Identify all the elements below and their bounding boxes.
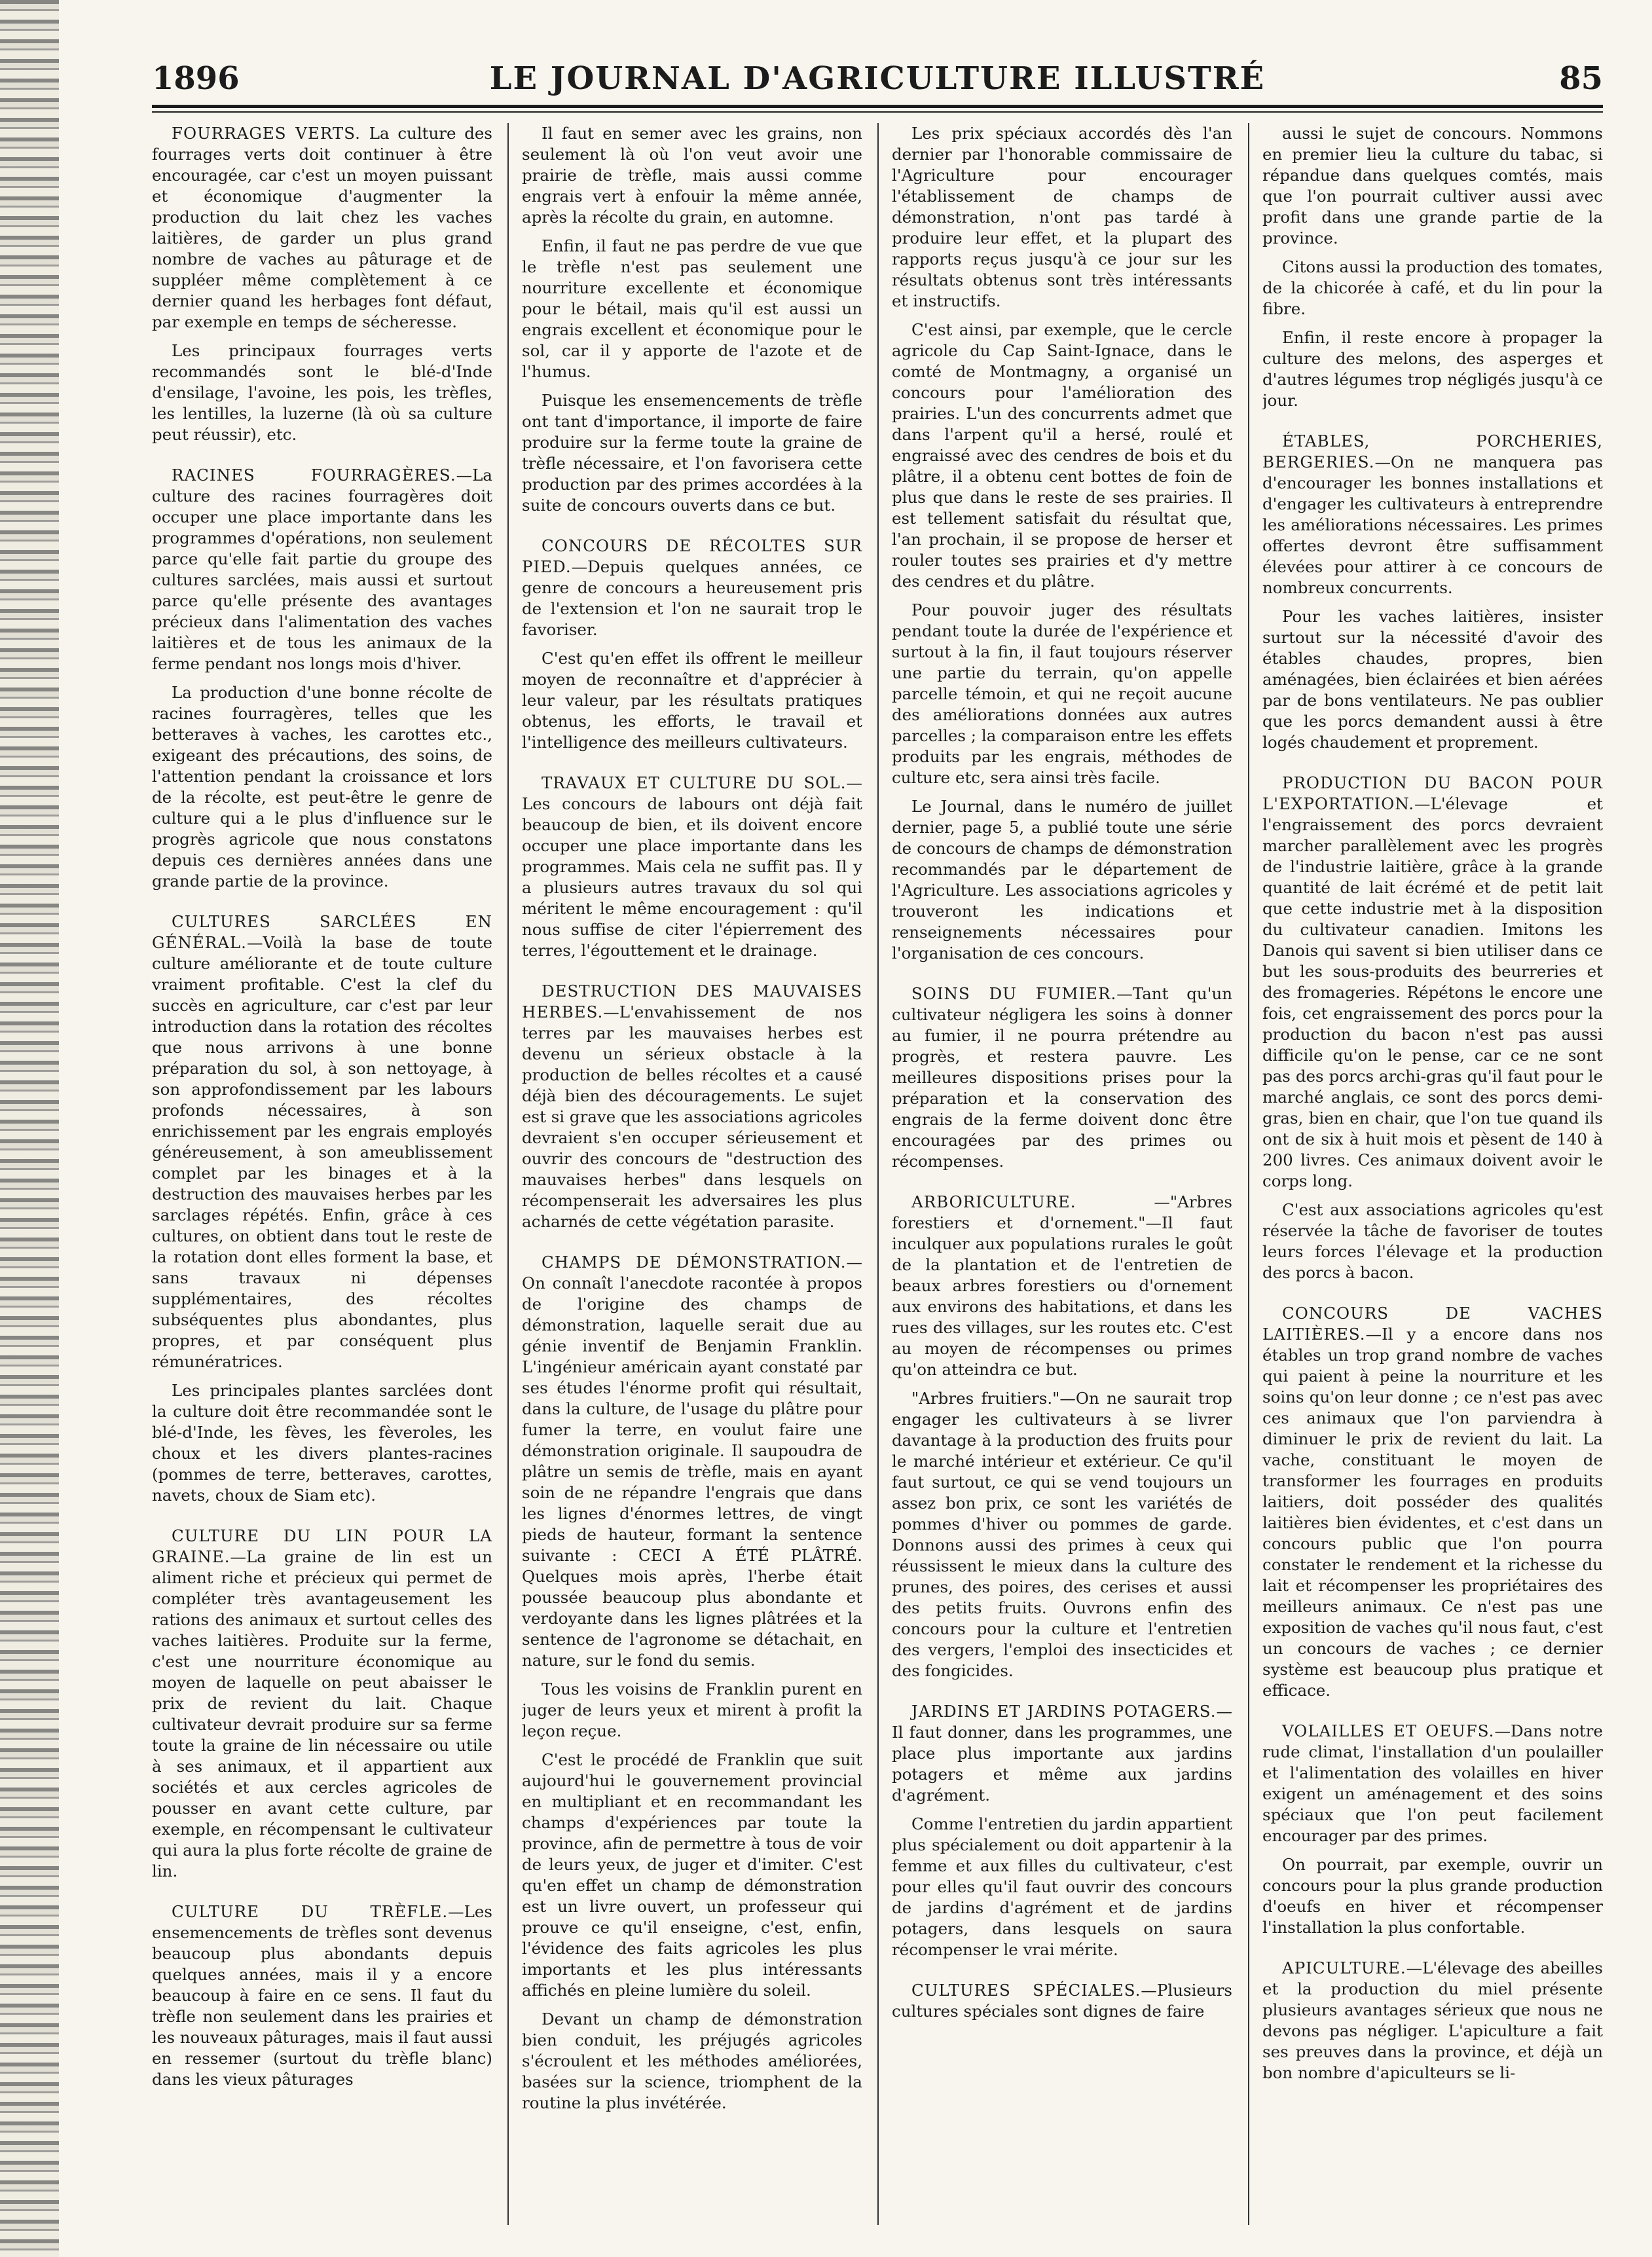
- section-paragraph: [1262, 773, 1603, 1192]
- paragraph-text: —Les concours de labours ont déjà fait beaucoup de bien, et ils doivent encore occuper une place importante dans les programmes. Mais cela ne suffit pas. Il y a plusieurs autres travaux du sol qui méritent le même encouragement : qu'il nous suffise de citer l'épierrement des terres, l'égouttement et le drainage.: [522, 773, 862, 960]
- paragraph-text: Les principaux fourrages verts recommandés sont le blé-d'Inde d'ensilage, l'avoine, les pois, les trèfles, les lentilles, la luzerne (là où sa culture peut réussir), etc.: [152, 341, 492, 444]
- paragraph-text: C'est ainsi, par exemple, que le cercle agricole du Cap Saint-Ignace, dans le comté de Montmagny, a organisé un concours pour l'amélioration des prairies. L'un des concurrents admet que dans l'arpent qu'il a hersé, roulé et engraissé avec des cendres de bois et du plâtre, il a obtenu cent bottes de foin de plus que dans le reste de ses prairies. Il est tellement satisfait du résultat que, l'an prochain, il se propose de herser et rouler toutes ses prairies et d'y mettre des cendres et du plâtre.: [892, 320, 1232, 591]
- section-paragraph: [1262, 1303, 1603, 1701]
- section-paragraph: [152, 1901, 492, 2090]
- paragraph-text: On pourrait, par exemple, ouvrir un concours pour la plus grande production d'oeufs en hiver et récompenser l'installation la plus confortable.: [1262, 1855, 1603, 1937]
- paragraph-text: —"Arbres forestiers et d'ornement."—Il faut inculquer aux populations rurales le goût de la plantation et de l'entretien de beaux arbres forestiers ou d'ornement aux environs des habitations, et dans les rues des villages, sur les routes etc. C'est au moyen de récompenses ou primes qu'on atteindra ce but.: [892, 1192, 1232, 1379]
- paragraph: [522, 648, 862, 753]
- paragraph-text: —Il faut donner, dans les programmes, une place plus importante aux jardins potagers et même aux jardins d'agrément.: [892, 1702, 1232, 1805]
- paragraph-text: —Voilà la base de toute culture améliorante et de toute culture vraiment profitable. C'est la clef du succès en agriculture, car c'est par leur introduction dans la rotation des récoltes que nous arrivons à une bonne préparation du sol, à son nettoyage, à son approfondissement par les labours profonds nécessaires, à son enrichissement par les engrais employés généreusement, à son ameublissement complet par les binages et à la destruction des mauvaises herbes par les sarclages répétés. Enfin, grâce à ces cultures, on obtient dans tout le reste de la rotation dont elles forment la base, et sans travaux ni dépenses supplémentaires, des récoltes subséquentes plus abondantes, plus propres, et par conséquent plus rémunératrices.: [152, 933, 492, 1371]
- paragraph-text: aussi le sujet de concours. Nommons en premier lieu la culture du tabac, si répandue dans quelques comtés, mais que l'on pourrait cultiver aussi avec profit dans une grande partie de la province.: [1262, 124, 1603, 248]
- paragraph-text: La production d'une bonne récolte de racines fourragères, telles que les betteraves à vaches, les carottes etc., exigeant des précautions, des soins, de l'attention pendant la croissance et lors de la récolte, est peut-être le genre de culture qui a le plus d'influence sur le progrès agricole que nous constatons depuis ces dernières années dans une grande partie de la province.: [152, 683, 492, 890]
- paragraph-text: —Depuis quelques années, ce genre de concours a heureusement pris de l'extension et l'on ne saurait trop le favoriser.: [522, 557, 862, 639]
- section-paragraph: [892, 1980, 1232, 2022]
- paragraph: [892, 1814, 1232, 1960]
- section-heading: CONCOURS DE RÉCOLTES SUR PIED.: [522, 536, 862, 576]
- paragraph: [1262, 606, 1603, 753]
- section-heading: APICULTURE.: [1282, 1958, 1406, 1977]
- section-heading: CULTURE DU LIN POUR LA GRAINE.: [152, 1526, 492, 1566]
- paragraph: [522, 1679, 862, 1742]
- paragraph-text: —La culture des racines fourragères doit occuper une place importante dans les programmes d'opérations, non seulement parce qu'elle fait partie du groupe des cultures sarclées, mais aussi et surtout parce qu'elle présente des avantages précieux dans l'alimentation des vaches laitières et de tous les animaux de la ferme pendant nos longs mois d'hiver.: [152, 466, 492, 673]
- section-heading: PRODUCTION DU BACON POUR L'EXPORTATION.: [1262, 773, 1603, 813]
- page-binding-edge: [0, 0, 59, 2257]
- paragraph-text: C'est le procédé de Franklin que suit aujourd'hui le gouvernement provincial en multipliant et en recommandant les champs d'expériences par toute la province, afin de permettre à tous de voir de leurs yeux, de juger et d'imiter. C'est qu'en effet un champ de démonstration est un livre ouvert, un professeur qui prouve ce qu'il enseigne, c'est, enfin, l'évidence des faits agricoles les plus importants et les plus intéressants affichés en pleine lumière du soleil.: [522, 1750, 862, 2000]
- paragraph: [522, 2009, 862, 2114]
- paragraph-text: Comme l'entretien du jardin appartient plus spécialement ou doit appartenir à la femme et aux filles du cultivateur, c'est pour elles qu'il faut ouvrir des concours de jardins d'agrément et de jardins potagers, dans lesquels on saura récompenser le vrai mérite.: [892, 1814, 1232, 1959]
- paragraph-text: —On ne manquera pas d'encourager les bonnes installations et d'engager les cultivateurs à entreprendre les améliorations nécessaires. Les primes offertes devront être suffisamment élevées pour attirer à ce concours de nombreux concurrents.: [1262, 452, 1603, 597]
- article-columns: [152, 123, 1603, 2225]
- section-paragraph: [152, 1526, 492, 1882]
- paragraph-text: Enfin, il reste encore à propager la culture des melons, des asperges et d'autres légumes trop négligés jusqu'à ce jour.: [1262, 328, 1603, 410]
- paragraph: [522, 1750, 862, 2001]
- paragraph-text: C'est aux associations agricoles qu'est réservée la tâche de favoriser de toutes leurs forces l'élevage et la production des porcs à bacon.: [1262, 1200, 1603, 1282]
- paragraph: [522, 236, 862, 382]
- paragraph: [152, 1380, 492, 1506]
- paragraph: [892, 796, 1232, 964]
- paragraph: [892, 320, 1232, 592]
- paragraph-text: Devant un champ de démonstration bien conduit, les préjugés agricoles s'écroulent et les méthodes améliorées, basées sur la science, triomphent de la routine la plus invétérée.: [522, 2009, 862, 2112]
- section-heading: CULTURE DU TRÈFLE.: [172, 1902, 449, 1921]
- section-heading: CULTURES SARCLÉES EN GÉNÉRAL.: [152, 912, 492, 952]
- paragraph-text: Pour les vaches laitières, insister surtout sur la nécessité d'avoir des étables chaudes, propres, bien aménagées, bien éclairées et bien aérées par de bons ventilateurs. Ne pas oublier que les porcs demandent aussi à être logés chaudement et proprement.: [1262, 607, 1603, 752]
- section-paragraph: [892, 983, 1232, 1172]
- paragraph-text: —Tant qu'un cultivateur négligera les soins à donner au fumier, il ne pourra prétendre au progrès, et restera pauvre. Les meilleures dispositions prises pour la préparation et la conservation des engrais de la ferme doivent donc être encouragées par des primes ou récompenses.: [892, 984, 1232, 1171]
- paragraph-text: "Arbres fruitiers."—On ne saurait trop engager les cultivateurs à se livrer davantage à la production des fruits pour le marché intérieur et extérieur. Ce qu'il faut surtout, ce qui se vend toujours un assez bon prix, ce sont les variétés de pommes d'hiver ou pommes de garde. Donnons aussi des primes à ceux qui réussissent le mieux dans la culture des prunes, des poires, des cerises et aussi des petits fruits. Ouvrons enfin des concours pour la culture et l'entretien des vergers, l'emploi des insecticides et des fongicides.: [892, 1389, 1232, 1680]
- section-paragraph: [152, 123, 492, 333]
- paragraph-text: —On connaît l'anecdote racontée à propos de l'origine des champs de démonstration, laquelle serait due au génie inventif de Benjamin Franklin. L'ingénieur américain ayant constaté par ses études l'énorme profit qui résultait, dans la culture, de l'usage du plâtre pour fumer la terre, en voulut faire une démonstration originale. Il saupoudra de plâtre un semis de trèfle, mais en ayant soin de ne répandre l'engrais que dans les lignes d'énormes lettres, de vingt pieds de hauteur, formant la sentence suivante : CECI A ÉTÉ PLÂTRÉ. Quelques mois après, l'herbe était poussée beaucoup plus abondante et verdoyante dans les lignes plâtrées et la sentence de l'agronome se détachait, en nature, sur le fond du semis.: [522, 1253, 862, 1670]
- section-heading: VOLAILLES ET OEUFS.: [1282, 1721, 1495, 1740]
- paragraph-text: —L'envahissement de nos terres par les mauvaises herbes est devenu un sérieux obstacle à la production de belles récoltes et a causé déjà bien des découragements. Le sujet est si grave que les associations agricoles devraient s'en occuper sérieusement et ouvrir des concours de "destruction des mauvaises herbes" dans lesquels on récompenserait les adversaires les plus acharnés de cette végétation parasite.: [522, 1002, 862, 1231]
- column-1: [152, 123, 492, 2225]
- section-heading: TRAVAUX ET CULTURE DU SOL.: [541, 773, 847, 792]
- section-paragraph: [892, 1192, 1232, 1380]
- paragraph-text: Les principales plantes sarclées dont la culture doit être recommandée sont le blé-d'Inde, les fèves, les fèveroles, les choux et les divers plantes-racines (pommes de terre, betteraves, carottes, navets, choux de Siam etc).: [152, 1381, 492, 1505]
- section-paragraph: [1262, 431, 1603, 598]
- section-heading: CULTURES SPÉCIALES.: [911, 1981, 1141, 2000]
- paragraph-text: Les prix spéciaux accordés dès l'an dernier par l'honorable commissaire de l'Agriculture pour encourager l'établissement de champs de démonstration, n'ont pas tardé à produire leur effet, et la plupart des rapports reçus jusqu'à ce jour sur les résultats obtenus sont très intéressants et instructifs.: [892, 124, 1232, 310]
- paragraph: [892, 123, 1232, 312]
- section-paragraph: [522, 981, 862, 1232]
- section-heading: FOURRAGES VERTS.: [172, 124, 361, 143]
- paragraph-text: —Les ensemencements de trèfles sont devenus beaucoup plus abondants depuis quelques années, mais il y a encore beaucoup à faire en ce sens. Il faut du trèfle non seulement dans les prairies et les nouveaux pâturages, mais il faut aussi en ressemer (surtout du trèfle blanc) dans les vieux pâturages: [152, 1902, 492, 2089]
- paragraph: [892, 600, 1232, 788]
- section-heading: ARBORICULTURE.: [911, 1192, 1076, 1211]
- page-number: 85: [1559, 60, 1603, 97]
- paragraph: [1262, 257, 1603, 320]
- paragraph-text: —La graine de lin est un aliment riche et précieux qui permet de compléter très avantageusement les rations des animaux et surtout celles des vaches laitières. Produite sur la ferme, c'est une nourriture économique au moyen de laquelle on peut abaisser le prix de revient du lait. Chaque cultivateur devrait produire sur sa ferme toute la graine de lin nécessaire ou utile à ses animaux, et il appartient aux sociétés et aux cercles agricoles de pousser en avant cette culture, par exemple, en récompensant le cultivateur qui aura la plus forte récolte de graine de lin.: [152, 1547, 492, 1881]
- section-paragraph: [152, 911, 492, 1372]
- section-heading: JARDINS ET JARDINS POTAGERS.: [911, 1702, 1217, 1721]
- section-paragraph: [1262, 1958, 1603, 2083]
- column-2: [522, 123, 862, 2225]
- section-paragraph: [892, 1701, 1232, 1806]
- paragraph-text: —L'élevage et l'engraissement des porcs devraient marcher parallèlement avec les progrès de l'industrie laitière, grâce à la grande quantité de lait écrémé et de petit lait que cette industrie met à la disposition du cultivateur canadien. Imitons les Danois qui savent si bien utiliser dans ce but les sous-produits des beurreries et des fromageries. Répétons le encore une fois, cet engraissement des porcs pour la production du bacon n'est pas aussi difficile qu'on le pense, car ce ne sont pas des porcs archi-gras qu'il faut pour le marché anglais, ce sont des porcs demi-gras, bien en chair, que l'on tue quand ils ont de six à huit mois et pèsent de 140 à 200 livres. Ces animaux doivent avoir le corps long.: [1262, 794, 1603, 1190]
- paragraph: [1262, 1200, 1603, 1283]
- paragraph-text: Il faut en semer avec les grains, non seulement là où l'on veut avoir une prairie de trèfle, mais aussi comme engrais vert à enfouir la même année, après la récolte du grain, en automne.: [522, 124, 862, 227]
- paragraph: [522, 123, 862, 228]
- section-heading: CHAMPS DE DÉMONSTRATION.: [541, 1253, 847, 1272]
- paragraph-text: —Plusieurs cultures spéciales sont dignes de faire: [892, 1981, 1232, 2021]
- paragraph-text: Puisque les ensemencements de trèfle ont tant d'importance, il importe de faire produire sur la ferme toute la graine de trèfle nécessaire, et l'on favorisera cette production par des primes accordées à la suite de concours ouverts dans ce but.: [522, 391, 862, 515]
- column-4: [1262, 123, 1603, 2225]
- paragraph: [892, 1388, 1232, 1681]
- paragraph-text: Enfin, il faut ne pas perdre de vue que le trèfle n'est pas seulement une nourriture excellente et économique pour le bétail, mais qu'il est aussi un engrais excellent et économique pour le sol, car il y apporte de l'azote et de l'humus.: [522, 236, 862, 381]
- section-heading: RACINES FOURRAGÈRES.: [172, 466, 456, 485]
- section-heading: ÉTABLES, PORCHERIES, BERGERIES.: [1262, 431, 1603, 471]
- paragraph-text: La culture des fourrages verts doit continuer à être encouragée, car c'est un moyen puissant et économique d'augmenter la production du lait chez les vaches laitières, de garder un plus grand nombre de vaches au pâturage et de suppléer même complètement à ce dernier quand les herbages font défaut, par exemple en temps de sécheresse.: [152, 124, 492, 331]
- paragraph-text: —Dans notre rude climat, l'installation d'un poulailler et l'alimentation des volailles en hiver exigent un aménagement et des soins spéciaux que l'on peut facilement encourager par des primes.: [1262, 1721, 1603, 1845]
- section-heading: DESTRUCTION DES MAUVAISES HERBES.: [522, 982, 862, 1021]
- paragraph: [1262, 1854, 1603, 1938]
- paragraph-text: Citons aussi la production des tomates, de la chicorée à café, et du lin pour la fibre.: [1262, 257, 1603, 318]
- page-header: [152, 51, 1603, 111]
- paragraph: [152, 340, 492, 445]
- paragraph-text: —L'élevage des abeilles et la production du miel présente plusieurs avantages sérieux que nous ne devons pas négliger. L'apiculture a fait ses preuves dans la province, et déjà un bon nombre d'apiculteurs se li-: [1262, 1958, 1603, 2082]
- paragraph: [152, 682, 492, 892]
- paragraph-text: Tous les voisins de Franklin purent en juger de leurs yeux et mirent à profit la leçon reçue.: [522, 1679, 862, 1740]
- section-heading: CONCOURS DE VACHES LAITIÈRES.: [1262, 1304, 1603, 1344]
- journal-title: LE JOURNAL D'AGRICULTURE ILLUSTRÉ: [489, 60, 1266, 97]
- paragraph-text: —Il y a encore dans nos étables un trop grand nombre de vaches qui paient à peine la nourriture et les soins qu'on leur donne ; ce n'est pas avec ces animaux que l'on parviendra à diminuer le prix de revient du lait. La vache, constituant le moyen de transformer les fourrages en produits laitiers, doit posséder des qualités laitières bien évidentes, et c'est dans un concours public que l'on pourra constater le rendement et la richesse du lait et récompenser les propriétaires des meilleurs animaux. Ce n'est pas une exposition de vaches qu'il nous faut, c'est un concours de vaches ; ce dernier système est beaucoup plus pratique et efficace.: [1262, 1325, 1603, 1700]
- section-paragraph: [522, 773, 862, 961]
- paragraph: [1262, 123, 1603, 249]
- paragraph-text: Le Journal, dans le numéro de juillet dernier, page 5, a publié toute une série de concours de champs de démonstration recommandés par le département de l'Agriculture. Les associations agricoles y trouveront les indications et renseignements nécessaires pour l'organisation de ces concours.: [892, 797, 1232, 963]
- header-rule-thick: [152, 105, 1603, 108]
- column-3: [892, 123, 1232, 2225]
- paragraph: [1262, 327, 1603, 411]
- paragraph-text: Pour pouvoir juger des résultats pendant toute la durée de l'expérience et surtout à la fin, il faut toujours réserver une partie du terrain, qu'on appelle parcelle témoin, et qui ne reçoit aucune des améliorations données aux autres parcelles ; la comparaison entre les effets produits par les engrais, méthodes de culture etc, sera ainsi très facile.: [892, 600, 1232, 787]
- section-paragraph: [152, 465, 492, 674]
- page-year: 1896: [152, 60, 240, 97]
- paragraph-text: C'est qu'en effet ils offrent le meilleur moyen de reconnaître et d'apprécier à leur valeur, par les résultats pratiques obtenus, les efforts, le travail et l'intelligence des meilleurs cultivateurs.: [522, 649, 862, 752]
- section-paragraph: [522, 536, 862, 640]
- section-paragraph: [522, 1252, 862, 1671]
- paragraph: [522, 390, 862, 516]
- section-heading: SOINS DU FUMIER.: [911, 984, 1117, 1003]
- header-rule-thin: [152, 111, 1603, 113]
- section-paragraph: [1262, 1721, 1603, 1846]
